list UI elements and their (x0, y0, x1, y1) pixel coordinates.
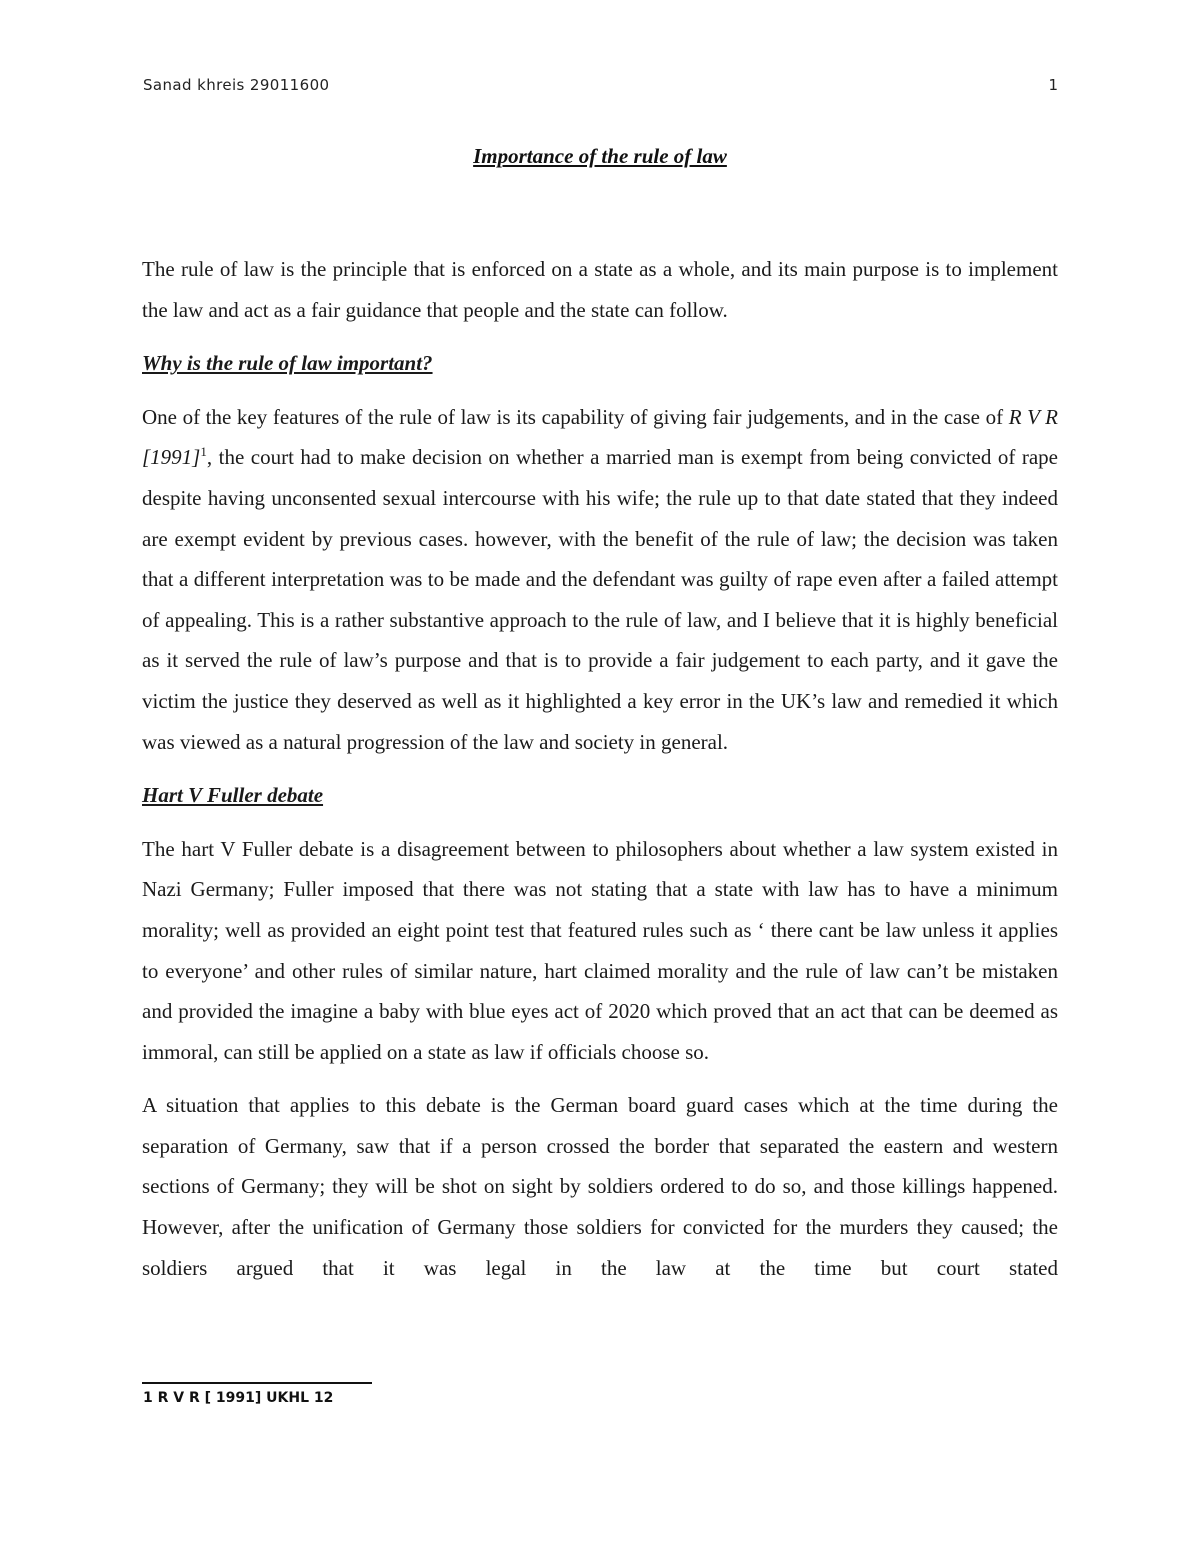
hart-paragraph-2: A situation that applies to this debate is the German board guard cases which at the time during the separation of Germany, saw that if a person crossed the border that separated the eastern and western sections of Germany; they will be shot on sight by soldiers ordered to do so, and those killings happened. However, after the unification of Germany those soldiers for convicted for the murders they caused; the soldiers argued that it was legal in the law at the time but court stated (142, 1093, 1058, 1280)
document-title: Importance of the rule of law (473, 144, 727, 168)
why-paragraph-text-a: One of the key features of the rule of law is its capability of giving fair judgements, and in the case of (142, 404, 1009, 429)
why-paragraph (142, 397, 1058, 762)
header-author: Sanad khreis 29011600 (143, 76, 330, 94)
document-body (142, 249, 1058, 1301)
section-heading-why: Why is the rule of law important? (142, 351, 433, 376)
why-paragraph-text-b: , the court had to make decision on whether a married man is exempt from being convicted of rape despite having unconsented sexual intercourse with his wife; the rule up to that date stated that they indeed are exempt evident by previous cases. however, with the benefit of the rule of law; the decision was taken that a different interpretation was to be made and the defendant was guilty of rape even after a failed attempt of appealing. This is a rather substantive approach to the rule of law, and I believe that it is highly beneficial as it served the rule of law’s purpose and that is to provide a fair judgement to each party, and it gave the victim the justice they deserved as well as it highlighted a key error in the UK’s law and remedied it which was viewed as a natural progression of the law and society in general. (142, 445, 1058, 754)
header-page-number: 1 (1048, 76, 1058, 94)
footnote-separator (142, 1382, 372, 1384)
intro-paragraph: The rule of law is the principle that is enforced on a state as a whole, and its main purpose is to implement the law and act as a fair guidance that people and the state can follow. (142, 257, 1058, 322)
section-heading-hart: Hart V Fuller debate (142, 783, 324, 808)
footnote-reference[interactable]: 1 (200, 444, 207, 460)
case-citation: R V R [1991] (142, 404, 1058, 470)
hart-paragraph-1: The hart V Fuller debate is a disagreement between to philosophers about whether a law system existed in Nazi Germany; Fuller imposed that there was not stating that a state with law has to have a minimum morality; well as provided an eight point test that featured rules such as ‘ there cant be law unless it applies to everyone’ and other rules of similar nature, hart claimed morality and the rule of law can’t be mistaken and provided the imagine a baby with blue eyes act of 2020 which proved that an act that can be deemed as immoral, can still be applied on a state as law if officials choose so. (142, 836, 1058, 1064)
footnote-text: 1 R V R [ 1991] UKHL 12 (143, 1390, 334, 1406)
